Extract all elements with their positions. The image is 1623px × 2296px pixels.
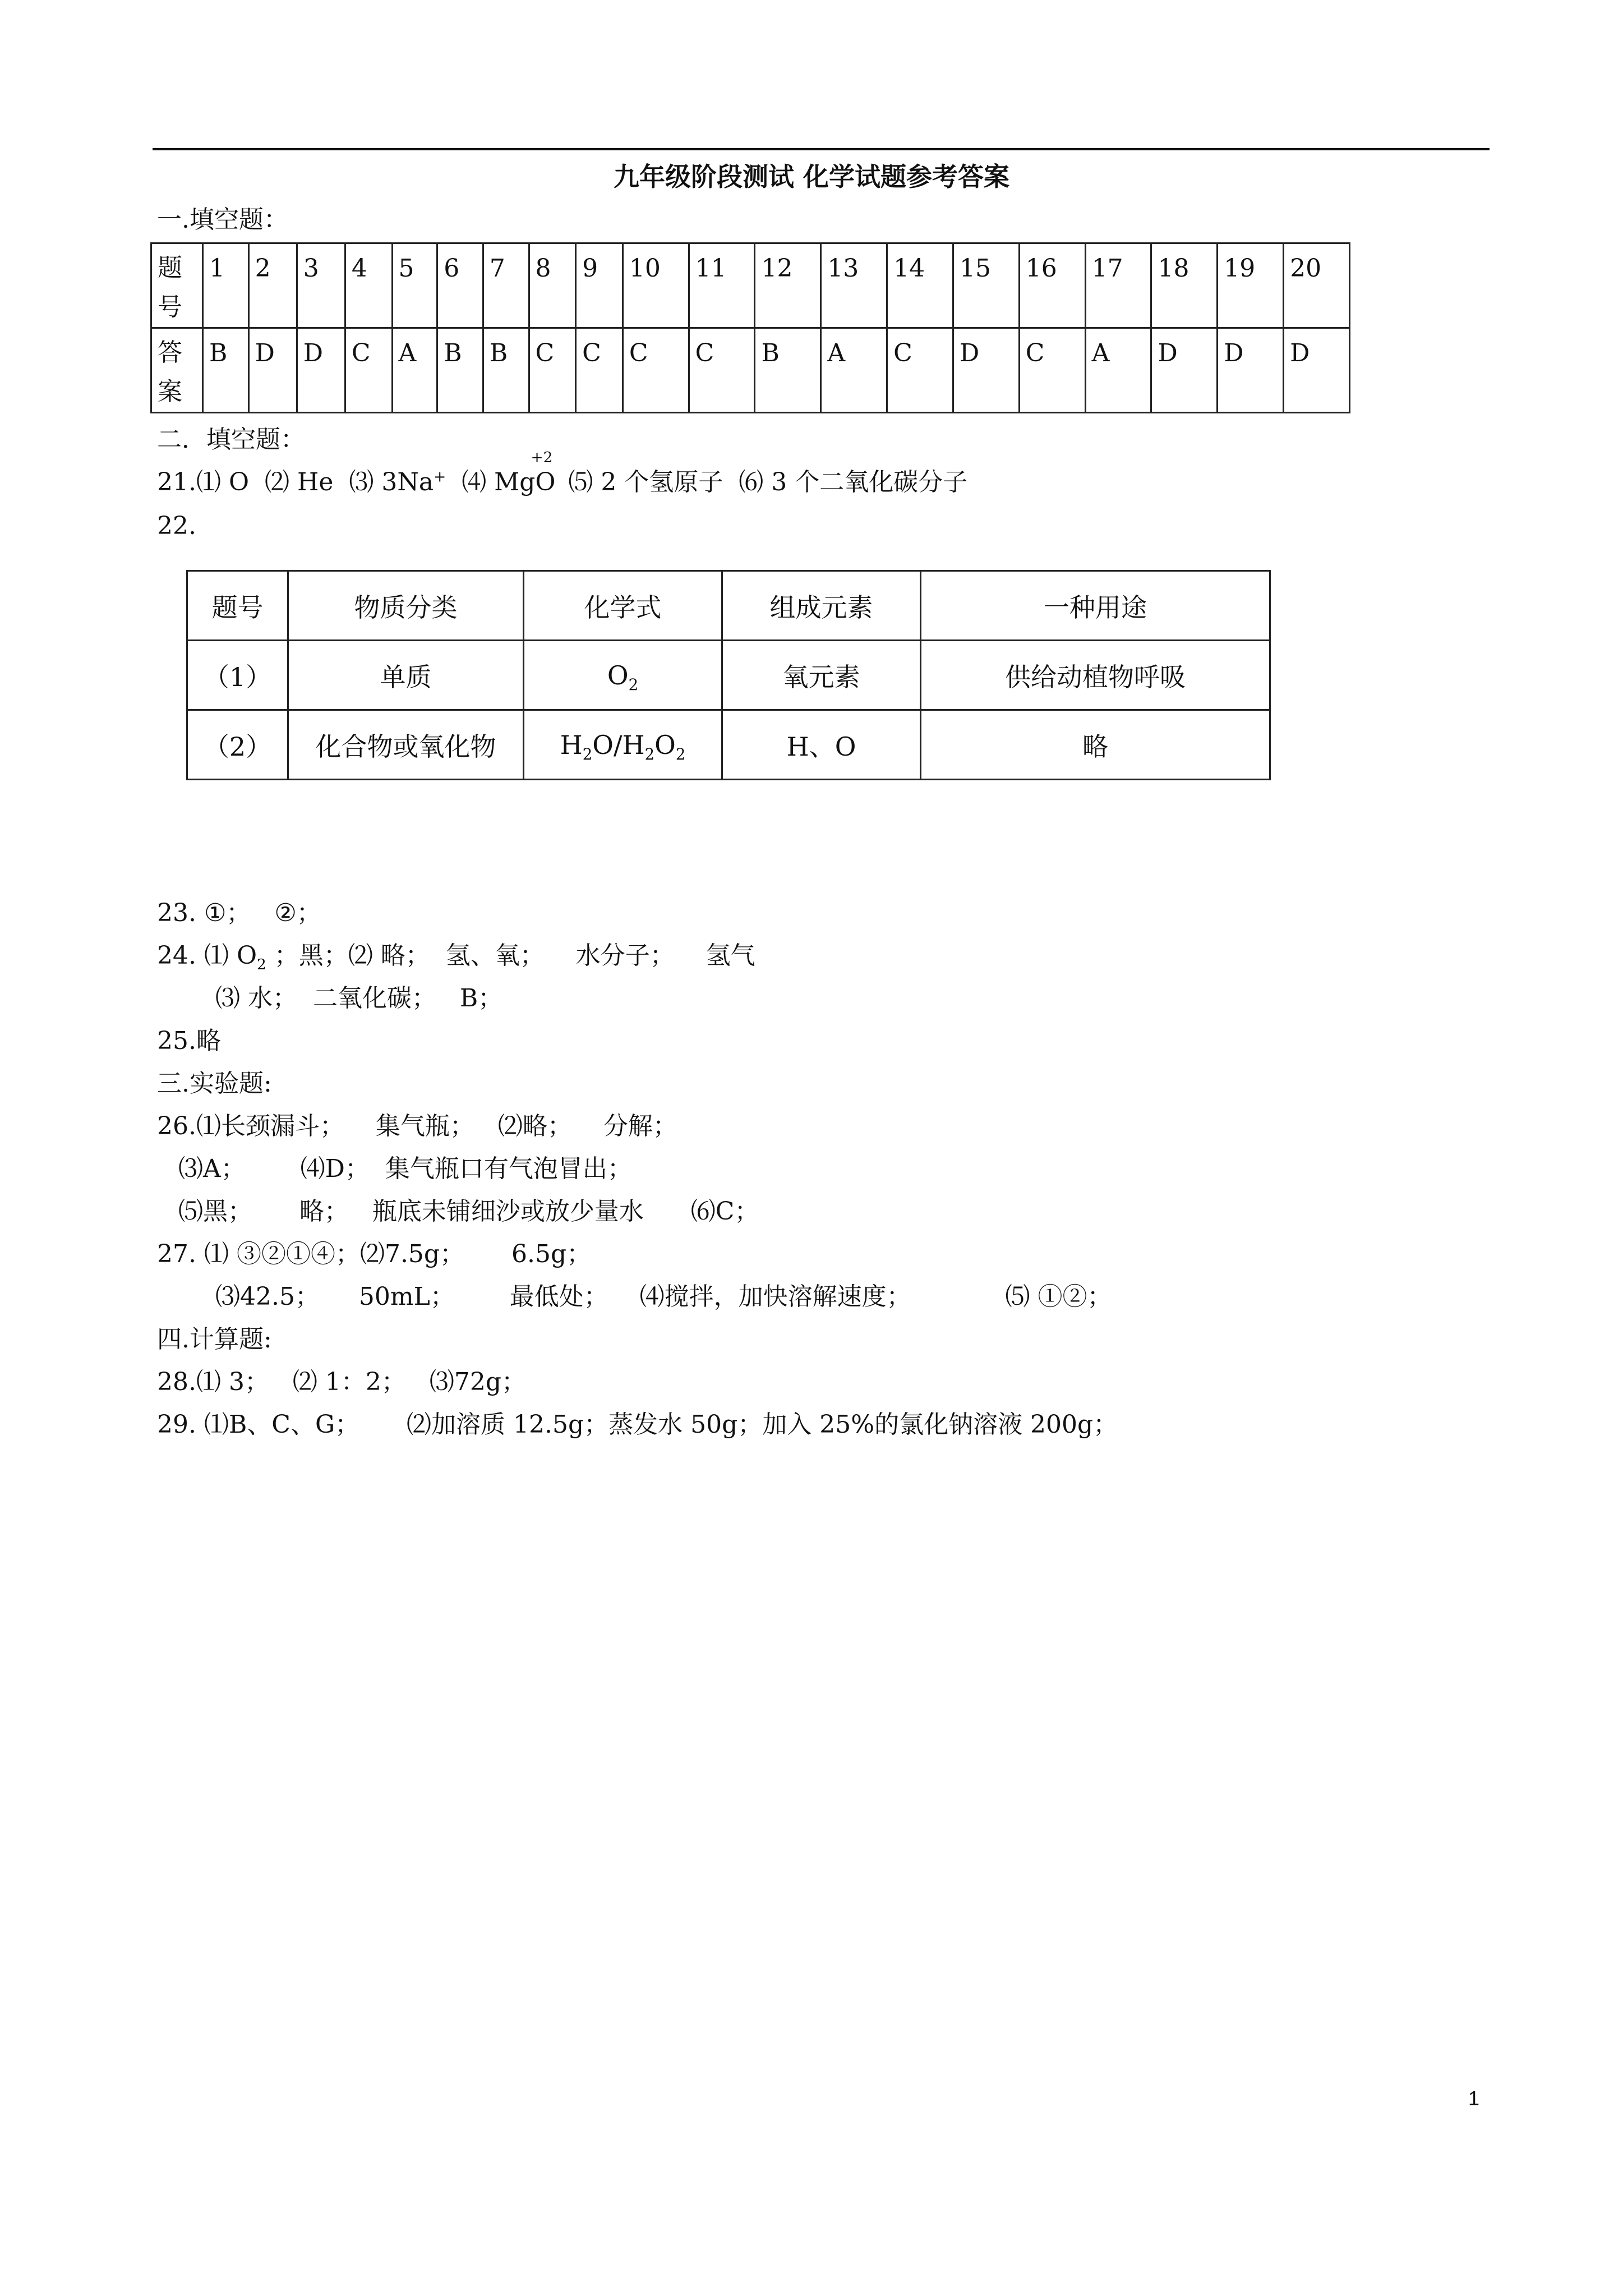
answer-21-mid: ⑷ MgO [446, 468, 556, 496]
answer-24-part-b: ；黑；⑵ 略； 氢、氧； 水分子； 氢气 [266, 941, 755, 970]
substance-use: 供给动植物呼吸 [921, 641, 1270, 710]
answer-cell: D [1218, 328, 1284, 413]
question-number: 5 [392, 243, 437, 328]
row-header-question: 题号 [151, 243, 203, 328]
formula-subscript: 2 [675, 744, 686, 763]
table-header-row [187, 571, 1270, 641]
section-heading-2: 二．填空题： [157, 425, 305, 454]
formula-part: O [654, 729, 676, 760]
answer-21-suffix: ⑸ 2 个氢原子 ⑹ 3 个二氧化碳分子 [560, 468, 968, 496]
header-rule [153, 148, 1490, 150]
question-number: 17 [1085, 243, 1151, 328]
answer-24-line-1 [157, 939, 755, 973]
answer-26-line-1: 26.⑴长颈漏斗； 集气瓶； ⑵略； 分解； [157, 1112, 677, 1140]
question-number: 20 [1284, 243, 1350, 328]
row-header-answer: 答案 [151, 328, 203, 413]
question-number: 16 [1019, 243, 1085, 328]
answer-cell: A [1085, 328, 1151, 413]
answer-cell: C [529, 328, 576, 413]
chemical-formula [524, 641, 722, 710]
section-heading-1: 一.填空题： [157, 205, 288, 234]
answer-27-line-1: 27. ⑴ ③②①④；⑵7.5g； 6.5g； [157, 1240, 592, 1268]
element-composition: 氧元素 [722, 641, 921, 710]
question-number: 4 [345, 243, 392, 328]
answer-26-line-3: ⑸黑； 略； 瓶底未铺细沙或放少量水 ⑹C； [178, 1197, 759, 1226]
question-number: 2 [248, 243, 297, 328]
answer-28: 28.⑴ 3； ⑵ 1：2； ⑶72g； [157, 1368, 527, 1396]
answer-24-part-a: 24. ⑴ O [157, 941, 257, 970]
table-row [187, 641, 1270, 710]
question-number: 12 [755, 243, 821, 328]
answer-cell: D [1284, 328, 1350, 413]
page-number: 1 [1468, 2087, 1480, 2110]
formula-subscript: 2 [628, 675, 639, 694]
answer-cell: C [887, 328, 953, 413]
formula-subscript: 2 [582, 744, 593, 763]
answer-24-line-2: ⑶ 水； 二氧化碳； B； [215, 984, 503, 1013]
answer-cell: B [203, 328, 249, 413]
question-number: 8 [529, 243, 576, 328]
o2-subscript: 2 [257, 955, 266, 973]
mg-valence: +2 [531, 449, 553, 467]
answer-cell: C [576, 328, 623, 413]
answer-cell: D [953, 328, 1019, 413]
answer-cell: C [689, 328, 755, 413]
question-number: 18 [1151, 243, 1218, 328]
question-number: 6 [437, 243, 483, 328]
row-number: （2） [187, 710, 288, 780]
answer-cell: B [483, 328, 529, 413]
question-number: 3 [297, 243, 345, 328]
answer-cell: D [1151, 328, 1218, 413]
question-number: 7 [483, 243, 529, 328]
row-number: （1） [187, 641, 288, 710]
answer-cell: A [392, 328, 437, 413]
answer-23: 23. ①； ②； [157, 899, 321, 927]
answer-table-22 [186, 570, 1271, 780]
column-header: 物质分类 [288, 571, 524, 641]
table-row [187, 710, 1270, 780]
answer-21-prefix: 21.⑴ O ⑵ He ⑶ 3Na [157, 468, 434, 496]
question-number: 11 [689, 243, 755, 328]
column-header: 题号 [187, 571, 288, 641]
substance-class: 化合物或氧化物 [288, 710, 524, 780]
formula-subscript: 2 [644, 744, 655, 763]
answer-cell: C [623, 328, 689, 413]
answer-cell: B [755, 328, 821, 413]
question-number: 19 [1218, 243, 1284, 328]
page-title: 九年级阶段测试 化学试题参考答案 [613, 162, 1009, 192]
answer-27-line-2: ⑶42.5； 50mL； 最低处； ⑷搅拌，加快溶解速度； ⑸ ①②； [215, 1282, 1112, 1311]
section-heading-4: 四.计算题: [157, 1325, 272, 1354]
question-number: 13 [821, 243, 887, 328]
answer-cell: A [821, 328, 887, 413]
chemical-formula [524, 710, 722, 780]
answer-21 [157, 449, 968, 499]
section-heading-3: 三.实验题: [157, 1069, 272, 1098]
answer-cell: B [437, 328, 483, 413]
answer-cell: D [248, 328, 297, 413]
na-charge: + [434, 468, 446, 486]
column-header: 化学式 [524, 571, 722, 641]
question-number: 9 [576, 243, 623, 328]
table-row-numbers [151, 243, 1350, 328]
substance-class: 单质 [288, 641, 524, 710]
formula-base: O [607, 660, 629, 691]
table-row-answers [151, 328, 1350, 413]
formula-part: O/H [592, 729, 645, 760]
answer-cell: C [1019, 328, 1085, 413]
answer-25: 25.略 [157, 1027, 221, 1055]
answer-cell: D [297, 328, 345, 413]
question-number: 14 [887, 243, 953, 328]
answer-table-choice [150, 242, 1350, 413]
question-number: 10 [623, 243, 689, 328]
column-header: 组成元素 [722, 571, 921, 641]
formula-part: H [560, 729, 583, 760]
column-header: 一种用途 [921, 571, 1270, 641]
answer-cell: C [345, 328, 392, 413]
question-number: 15 [953, 243, 1019, 328]
element-composition: H、O [722, 710, 921, 780]
substance-use: 略 [921, 710, 1270, 780]
answer-29: 29. ⑴B、C、G； ⑵加溶质 12.5g；蒸发水 50g；加入 25%的氯化钠溶液 200g； [157, 1410, 1118, 1439]
answer-26-line-2: ⑶A； ⑷D； 集气瓶口有气泡冒出； [178, 1154, 632, 1183]
question-number: 1 [203, 243, 249, 328]
answer-22-label: 22. [157, 512, 196, 540]
